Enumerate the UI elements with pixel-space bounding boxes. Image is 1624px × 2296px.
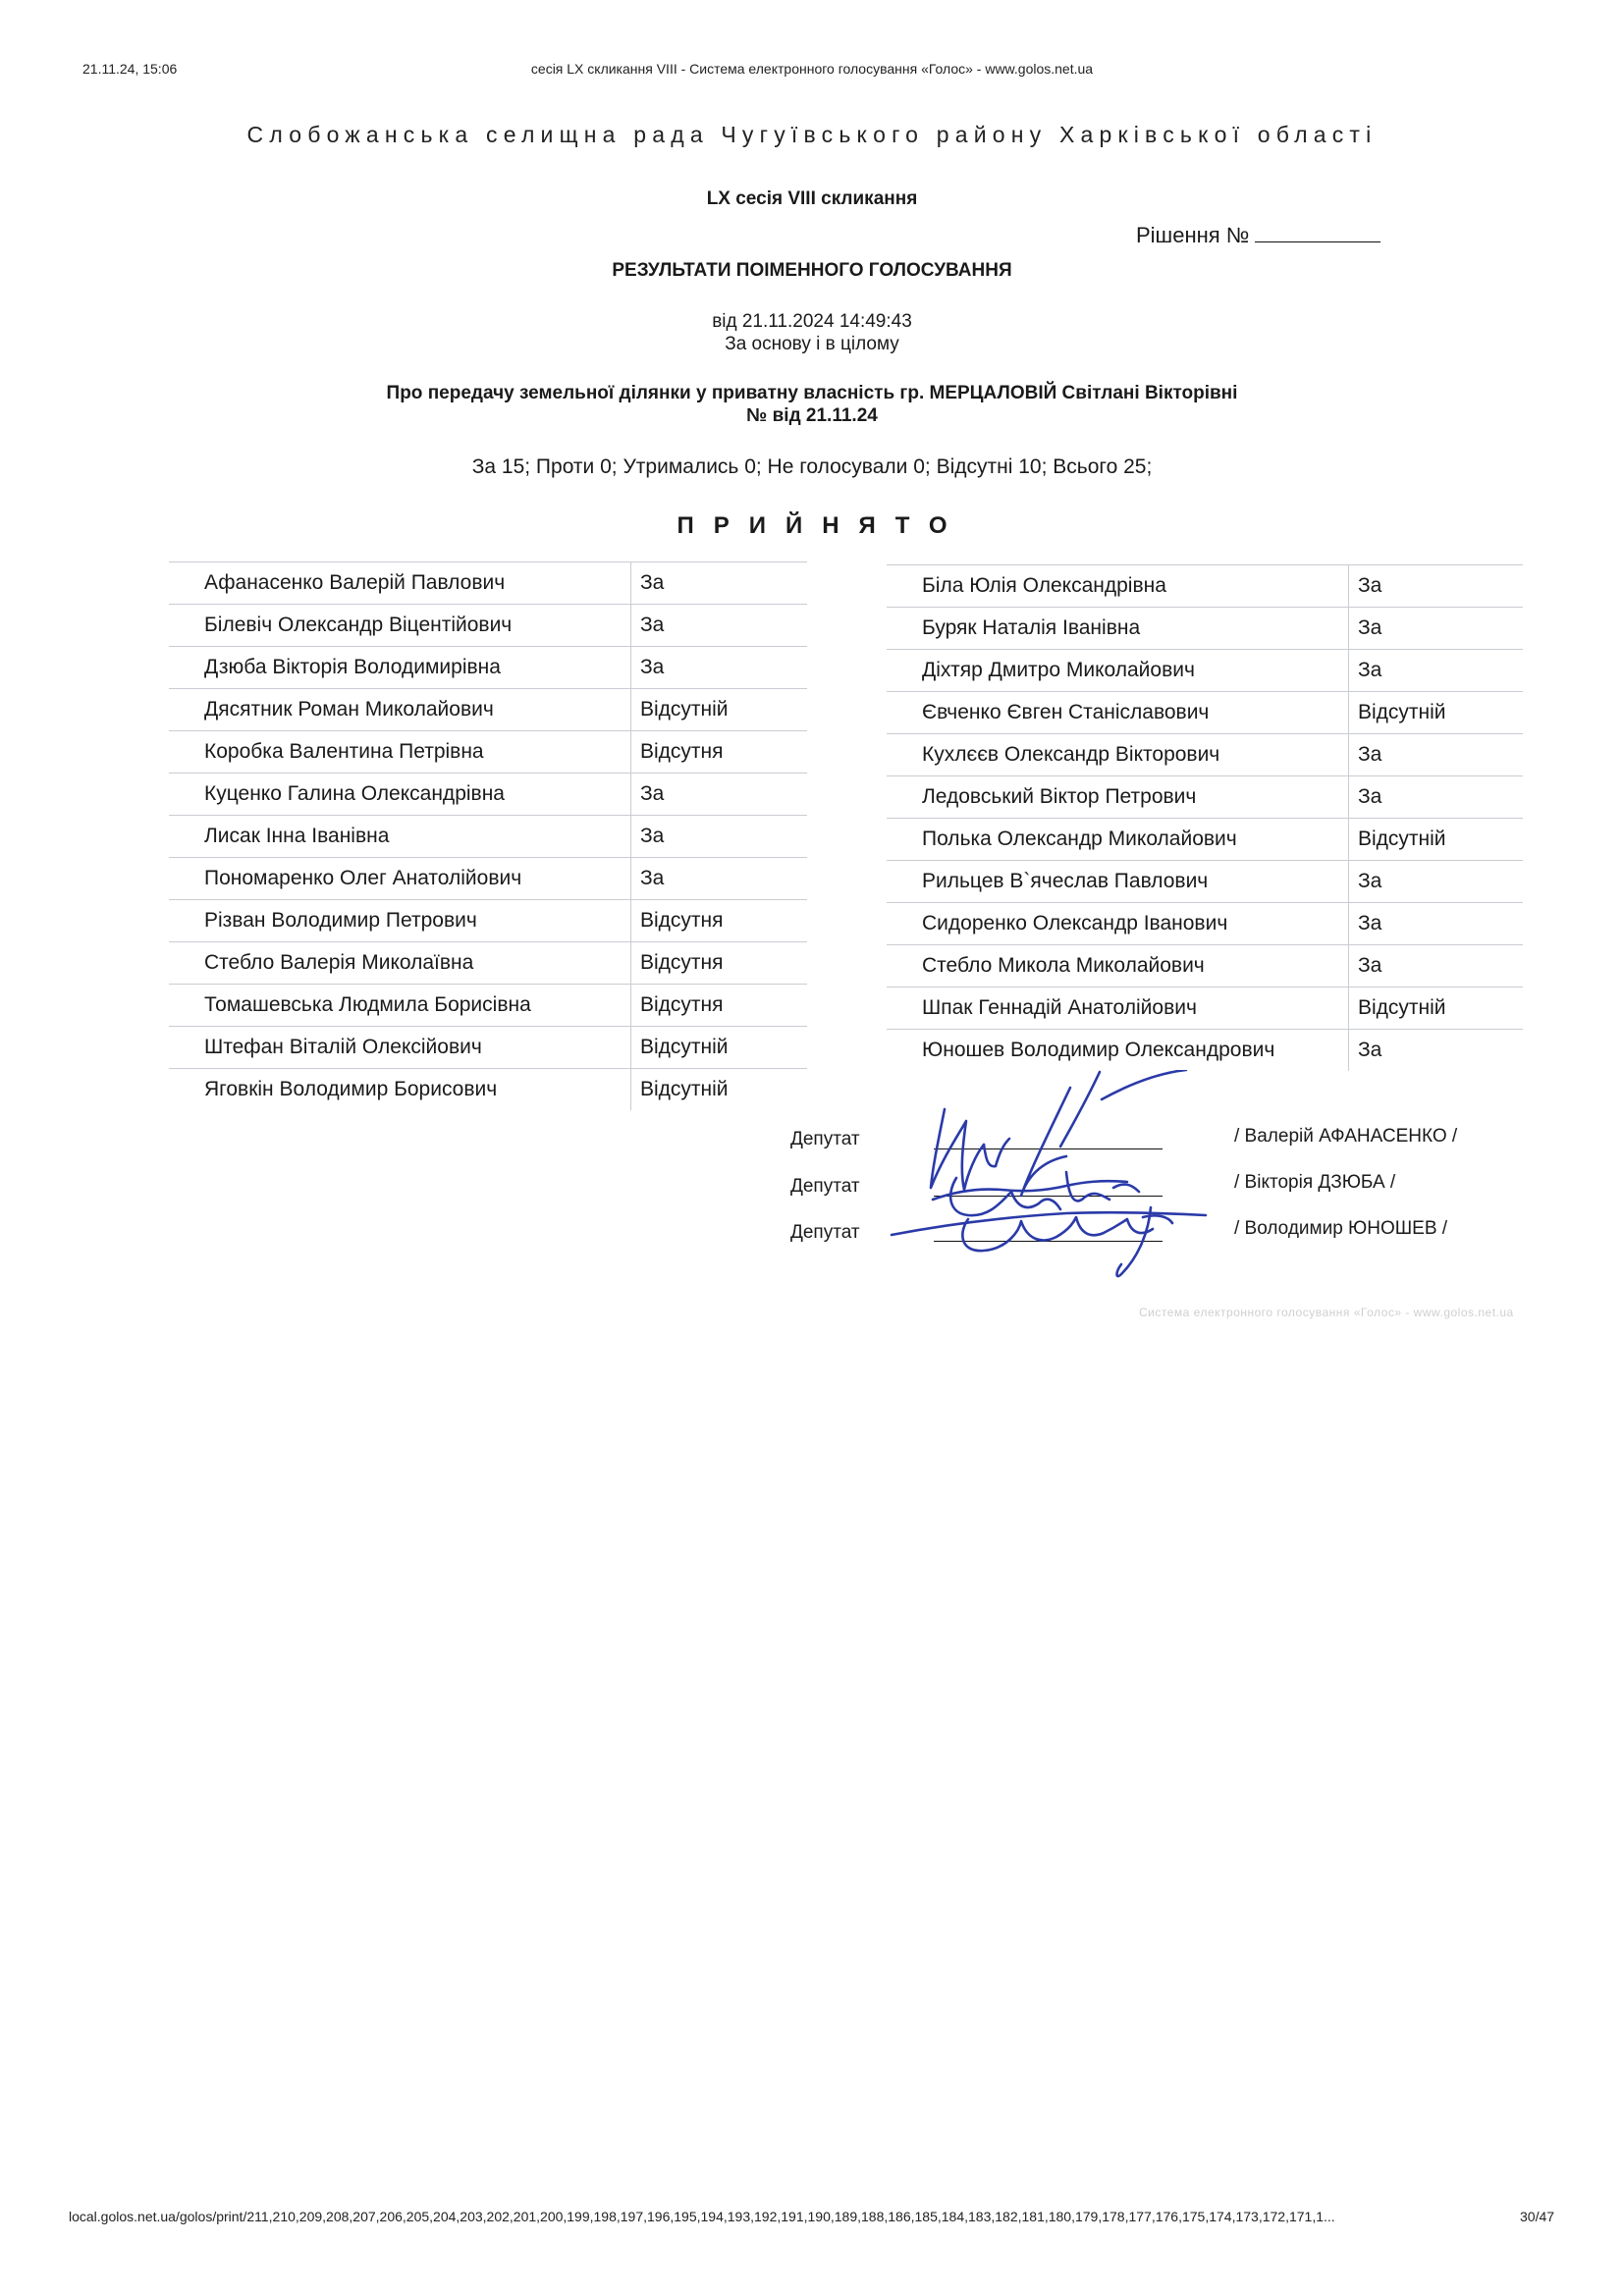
vote-row [887, 819, 1523, 861]
deputy-name: Юношев Володимир Олександрович [922, 1039, 1275, 1061]
signatory-name: / Валерій АФАНАСЕНКО / [1234, 1126, 1458, 1147]
vote-row [169, 1069, 807, 1111]
deputy-vote: За [1349, 776, 1524, 819]
deputy-name: Яговкін Володимир Борисович [204, 1078, 498, 1100]
deputy-name: Стебло Микола Миколайович [887, 945, 1349, 988]
vote-row [887, 776, 1523, 819]
deputy-vote: За [631, 858, 808, 900]
deputy-vote: Відсутній [631, 1027, 808, 1069]
session-title: LX сесія VIII скликання [706, 188, 918, 209]
vote-row [169, 562, 807, 605]
vote-row [169, 1027, 807, 1069]
deputy-vote: Відсутня [631, 942, 808, 985]
deputy-vote: Відсутня [631, 731, 808, 774]
deputy-vote: За [631, 562, 808, 605]
deputy-name: Стебло Валерія Миколаївна [169, 942, 631, 985]
votes-table-left [169, 561, 807, 1110]
vote-row [887, 861, 1523, 903]
votes-table-right [887, 564, 1523, 1071]
deputy-name: Білевіч Олександр Віцентійович [169, 605, 631, 647]
deputy-name: Кухлєєв Олександр Вікторович [887, 734, 1349, 776]
vote-row [887, 565, 1523, 608]
vote-subject-number: № від 21.11.24 [746, 405, 878, 426]
deputy-name: Полька Олександр Миколайович [887, 819, 1349, 861]
vote-row [169, 774, 807, 816]
deputy-vote: За [1349, 861, 1524, 903]
vote-datetime: від 21.11.2024 14:49:43 [712, 311, 912, 332]
deputy-name: Євченко Євген Станіславович [887, 692, 1349, 734]
vote-row [887, 903, 1523, 945]
deputy-vote: Відсутній [1349, 819, 1524, 861]
deputy-name: Афанасенко Валерій Павлович [169, 562, 631, 605]
council-name: Слобожанська селищна рада Чугуївського району Харківської області [246, 122, 1378, 147]
signatory-name: / Вікторія ДЗЮБА / [1234, 1172, 1396, 1193]
deputy-name: Штефан Віталій Олексійович [169, 1027, 631, 1069]
deputy-vote: За [1349, 650, 1524, 692]
deputy-vote: Відсутня [631, 900, 808, 942]
deputy-vote: За [1349, 945, 1524, 988]
vote-row [887, 988, 1523, 1030]
deputy-vote: За [1349, 565, 1524, 608]
deputy-vote: За [631, 647, 808, 689]
deputy-name: Ледовський Віктор Петрович [887, 776, 1349, 819]
deputy-name: Сидоренко Олександр Іванович [887, 903, 1349, 945]
vote-row [169, 858, 807, 900]
signatory-name: / Володимир ЮНОШЕВ / [1234, 1218, 1448, 1239]
vote-row [169, 942, 807, 985]
deputy-vote: За [1349, 608, 1524, 650]
print-url: local.golos.net.ua/golos/print/211,210,209,208,207,206,205,204,203,202,201,200,199,198,197,196,195,194,193,192,191,190,189,188,186,185,184,183,182,181,180,179,178,177,176,175,174,173,172,171,1... [69, 2209, 1335, 2224]
signatory-role: Депутат [790, 1176, 860, 1197]
page-number: 30/47 [1520, 2209, 1555, 2224]
results-title: РЕЗУЛЬТАТИ ПОІМЕННОГО ГОЛОСУВАННЯ [612, 260, 1012, 281]
vote-row [169, 900, 807, 942]
deputy-name: Дзюба Вікторія Володимирівна [169, 647, 631, 689]
deputy-name: Різван Володимир Петрович [169, 900, 631, 942]
vote-row [887, 692, 1523, 734]
vote-row [169, 731, 807, 774]
vote-row [169, 605, 807, 647]
deputy-vote: За [1349, 1030, 1524, 1072]
vote-row [887, 945, 1523, 988]
deputy-name: Шпак Геннадій Анатолійович [887, 988, 1349, 1030]
signatory-role: Депутат [790, 1222, 860, 1243]
vote-tally: За 15; Проти 0; Утримались 0; Не голосували 0; Відсутні 10; Всього 25; [471, 455, 1153, 478]
deputy-name: Лисак Інна Іванівна [169, 816, 631, 858]
deputy-vote: Відсутній [631, 1069, 808, 1111]
deputy-vote: За [631, 816, 808, 858]
signatory-role: Депутат [790, 1129, 860, 1149]
vote-row [887, 608, 1523, 650]
print-page-title: сесія LX скликання VIII - Система електронного голосування «Голос» - www.golos.net.ua [530, 61, 1094, 77]
deputy-vote: За [1349, 734, 1524, 776]
deputy-vote: Відсутня [631, 985, 808, 1027]
deputy-vote: За [631, 605, 808, 647]
footer-faint-text: Система електронного голосування «Голос» - www.golos.net.ua [1139, 1306, 1514, 1319]
result-accepted: ПРИЙНЯТО [677, 512, 967, 539]
deputy-name: Буряк Наталія Іванівна [887, 608, 1349, 650]
decision-number [1136, 222, 1380, 248]
decision-label: Рішення № [1136, 223, 1250, 247]
vote-row [169, 647, 807, 689]
decision-number-blank [1255, 222, 1380, 242]
vote-row [169, 689, 807, 731]
deputy-name: Коробка Валентина Петрівна [169, 731, 631, 774]
print-datetime: 21.11.24, 15:06 [82, 61, 178, 77]
vote-row [887, 1030, 1523, 1072]
deputy-name: Діхтяр Дмитро Миколайович [887, 650, 1349, 692]
deputy-name: Куценко Галина Олександрівна [169, 774, 631, 816]
deputy-name: Пономаренко Олег Анатолійович [169, 858, 631, 900]
vote-row [887, 734, 1523, 776]
deputy-name: Рильцев В`ячеслав Павлович [887, 861, 1349, 903]
deputy-name: Біла Юлія Олександрівна [887, 565, 1349, 608]
vote-row [887, 650, 1523, 692]
handwritten-signatures [874, 1070, 1208, 1286]
deputy-name: Томашевська Людмила Борисівна [169, 985, 631, 1027]
vote-row [169, 985, 807, 1027]
deputy-vote: Відсутній [1349, 692, 1524, 734]
deputy-vote: Відсутній [1349, 988, 1524, 1030]
deputy-vote: За [1349, 903, 1524, 945]
deputy-name: Дясятник Роман Миколайович [169, 689, 631, 731]
vote-row [169, 816, 807, 858]
deputy-vote: За [631, 774, 808, 816]
vote-basis: За основу і в цілому [725, 334, 899, 354]
vote-subject: Про передачу земельної ділянки у приватну власність гр. МЕРЦАЛОВІЙ Світлані Вікторівні [386, 383, 1238, 403]
deputy-vote: Відсутній [631, 689, 808, 731]
